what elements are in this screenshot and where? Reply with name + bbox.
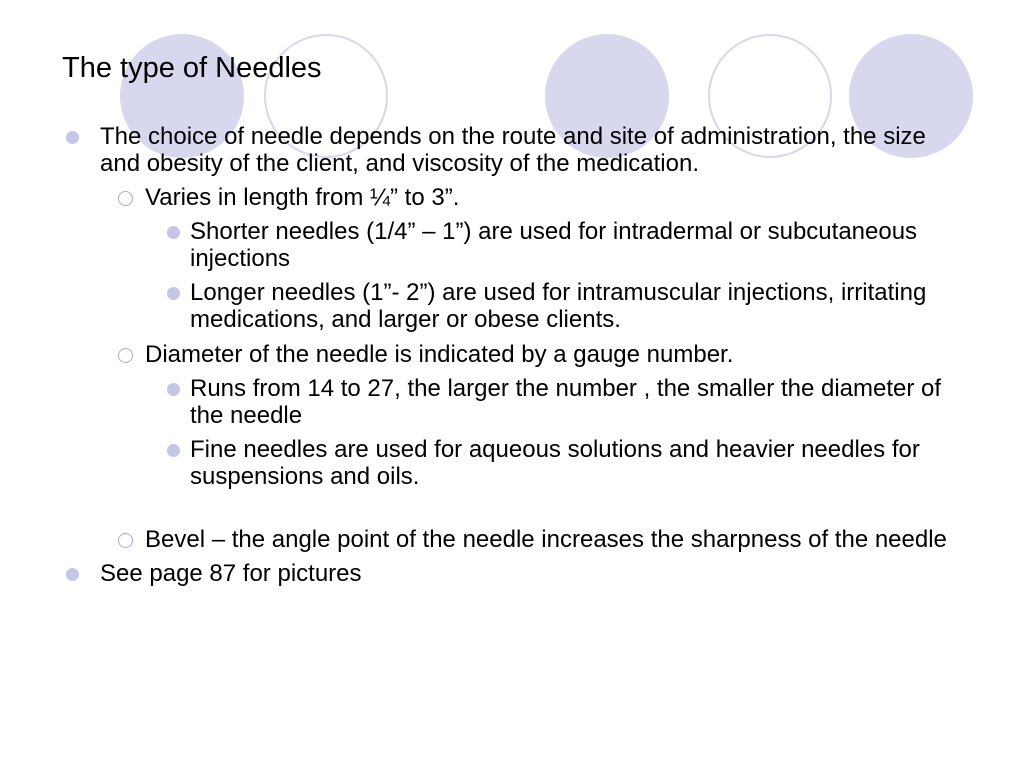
- sub-sub-bullet-item: [190, 218, 970, 272]
- bullet-text: Runs from 14 to 27, the larger the number , the smaller the diameter of the needle: [190, 375, 942, 429]
- bullet-text: Bevel – the angle point of the needle increases the sharpness of the needle: [145, 526, 947, 553]
- bullet-ring-icon: [118, 533, 133, 548]
- bullet-ring-icon: [118, 348, 133, 363]
- sub-sub-bullet-item: [190, 375, 970, 429]
- bullet-text: Varies in length from ¼” to 3”.: [145, 184, 460, 211]
- bullet-item: [100, 123, 970, 177]
- bullet-item: [100, 560, 970, 587]
- sub-sub-bullet-item: [190, 279, 970, 333]
- bullet-dot-icon: [167, 383, 180, 396]
- bullet-dot-icon: [167, 287, 180, 300]
- bullet-text: Shorter needles (1/4” – 1”) are used for intradermal or subcutaneous injections: [190, 218, 918, 272]
- bullet-list: [0, 120, 1024, 587]
- sub-bullet-item: [145, 526, 970, 553]
- bullet-dot-icon: [167, 226, 180, 239]
- bullet-text: Diameter of the needle is indicated by a gauge number.: [145, 341, 734, 368]
- sub-bullet-item: [145, 184, 970, 211]
- bullet-ring-icon: [118, 191, 133, 206]
- bullet-text: Fine needles are used for aqueous solutions and heavier needles for suspensions and oils.: [190, 436, 920, 490]
- bullet-text: See page 87 for pictures: [100, 560, 362, 587]
- sub-bullet-item: [145, 341, 970, 368]
- sub-sub-bullet-item: [190, 436, 970, 490]
- bullet-text: Longer needles (1”- 2”) are used for intramuscular injections, irritating medications, and larger or obese clients.: [190, 279, 927, 333]
- bullet-text: The choice of needle depends on the route and site of administration, the size and obesity of the client, and viscosity of the medication.: [100, 123, 926, 177]
- slide-title: The type of Needles: [62, 52, 322, 84]
- bullet-dot-icon: [167, 444, 180, 457]
- bullet-dot-icon: [66, 131, 79, 144]
- bullet-dot-icon: [66, 568, 79, 581]
